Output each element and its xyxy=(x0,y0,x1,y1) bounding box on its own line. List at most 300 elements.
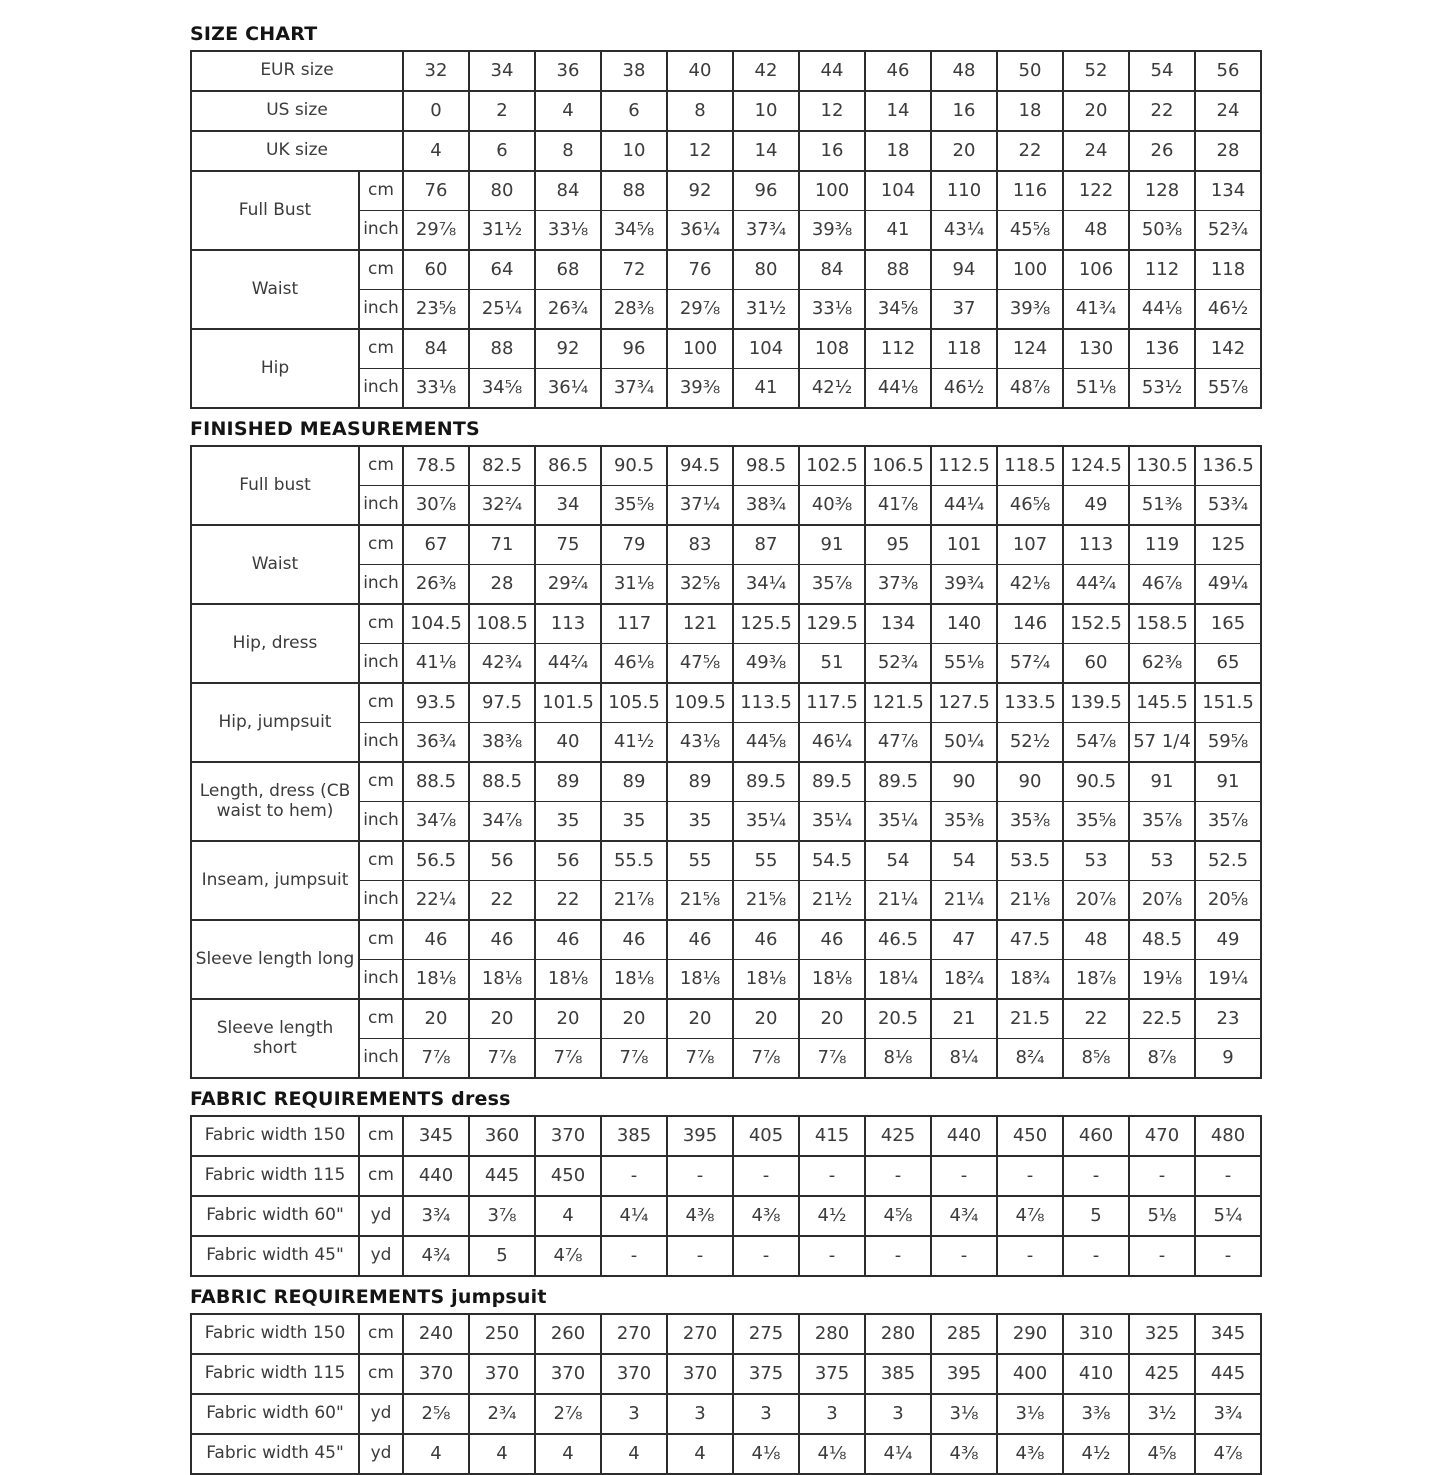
table-row xyxy=(191,1434,1261,1474)
value-cell: 395 xyxy=(667,1116,733,1156)
value-cell: 56.5 xyxy=(403,841,469,881)
value-cell: 400 xyxy=(997,1354,1063,1394)
value-cell: 88.5 xyxy=(403,762,469,802)
value-cell: 113 xyxy=(535,604,601,644)
value-cell: 19¼ xyxy=(1195,960,1261,1000)
value-cell: 48 xyxy=(1063,211,1129,251)
row-label: Fabric width 60" xyxy=(191,1394,359,1434)
value-cell: 79 xyxy=(601,525,667,565)
value-cell: 49¼ xyxy=(1195,565,1261,605)
table-row xyxy=(191,841,1261,881)
fabric-requirements-jumpsuit-table xyxy=(190,1313,1262,1475)
value-cell: 37 xyxy=(931,290,997,330)
value-cell: 100 xyxy=(997,250,1063,290)
value-cell: 52 xyxy=(1063,51,1129,91)
value-cell: 92 xyxy=(535,329,601,369)
value-cell: 165 xyxy=(1195,604,1261,644)
table-row xyxy=(191,51,1261,91)
value-cell: 44⅛ xyxy=(865,369,931,409)
value-cell: 48 xyxy=(931,51,997,91)
value-cell: 39⅜ xyxy=(667,369,733,409)
value-cell: 31½ xyxy=(733,290,799,330)
value-cell: 20 xyxy=(733,999,799,1039)
value-cell: 3½ xyxy=(1129,1394,1195,1434)
value-cell: 151.5 xyxy=(1195,683,1261,723)
value-cell: 5⅛ xyxy=(1129,1196,1195,1236)
value-cell: 52.5 xyxy=(1195,841,1261,881)
value-cell: 7⅞ xyxy=(403,1039,469,1079)
value-cell: 88 xyxy=(469,329,535,369)
value-cell: 51⅛ xyxy=(1063,369,1129,409)
unit-cell: cm xyxy=(359,920,403,960)
value-cell: 3 xyxy=(667,1394,733,1434)
value-cell: 4¼ xyxy=(601,1196,667,1236)
value-cell: 38¾ xyxy=(733,486,799,526)
row-label: Length, dress (CB waist to hem) xyxy=(191,762,359,841)
value-cell: 4⅜ xyxy=(931,1434,997,1474)
value-cell: 445 xyxy=(1195,1354,1261,1394)
value-cell: 9 xyxy=(1195,1039,1261,1079)
value-cell: 8⅝ xyxy=(1063,1039,1129,1079)
value-cell: 22.5 xyxy=(1129,999,1195,1039)
value-cell: 35⅜ xyxy=(997,802,1063,842)
value-cell: 20 xyxy=(799,999,865,1039)
value-cell: 39¾ xyxy=(931,565,997,605)
value-cell: 18⅛ xyxy=(733,960,799,1000)
value-cell: 450 xyxy=(535,1156,601,1196)
value-cell: - xyxy=(1063,1236,1129,1276)
value-cell: 5 xyxy=(1063,1196,1129,1236)
value-cell: 41⅛ xyxy=(403,644,469,684)
value-cell: 84 xyxy=(535,171,601,211)
value-cell: 86.5 xyxy=(535,446,601,486)
value-cell: 106.5 xyxy=(865,446,931,486)
value-cell: 89 xyxy=(535,762,601,802)
value-cell: 480 xyxy=(1195,1116,1261,1156)
value-cell: 98.5 xyxy=(733,446,799,486)
unit-cell: yd xyxy=(359,1434,403,1474)
value-cell: 3 xyxy=(865,1394,931,1434)
value-cell: 91 xyxy=(1195,762,1261,802)
value-cell: 3⅜ xyxy=(1063,1394,1129,1434)
value-cell: 54 xyxy=(931,841,997,881)
value-cell: 18 xyxy=(865,131,931,171)
value-cell: 118.5 xyxy=(997,446,1063,486)
value-cell: 10 xyxy=(733,91,799,131)
value-cell: 106 xyxy=(1063,250,1129,290)
value-cell: 42 xyxy=(733,51,799,91)
value-cell: 41¾ xyxy=(1063,290,1129,330)
value-cell: 62⅜ xyxy=(1129,644,1195,684)
value-cell: 40 xyxy=(535,723,601,763)
value-cell: 3¾ xyxy=(403,1196,469,1236)
value-cell: 26¾ xyxy=(535,290,601,330)
value-cell: 18 xyxy=(997,91,1063,131)
value-cell: 36¼ xyxy=(535,369,601,409)
row-label: Fabric width 60" xyxy=(191,1196,359,1236)
value-cell: 34⅞ xyxy=(469,802,535,842)
unit-cell: inch xyxy=(359,644,403,684)
value-cell: 16 xyxy=(799,131,865,171)
value-cell: 59⅝ xyxy=(1195,723,1261,763)
value-cell: 4 xyxy=(403,131,469,171)
value-cell: - xyxy=(733,1156,799,1196)
value-cell: 20 xyxy=(403,999,469,1039)
value-cell: 370 xyxy=(469,1354,535,1394)
table-row xyxy=(191,446,1261,486)
value-cell: 36¾ xyxy=(403,723,469,763)
value-cell: 37¾ xyxy=(733,211,799,251)
row-label: Fabric width 150 xyxy=(191,1116,359,1156)
value-cell: 370 xyxy=(535,1116,601,1156)
value-cell: 240 xyxy=(403,1314,469,1354)
value-cell: 410 xyxy=(1063,1354,1129,1394)
unit-cell: inch xyxy=(359,960,403,1000)
value-cell: 19⅛ xyxy=(1129,960,1195,1000)
row-label: Waist xyxy=(191,250,359,329)
table-row xyxy=(191,1236,1261,1276)
value-cell: 25¼ xyxy=(469,290,535,330)
value-cell: 46½ xyxy=(931,369,997,409)
unit-cell: inch xyxy=(359,290,403,330)
value-cell: 47.5 xyxy=(997,920,1063,960)
value-cell: 89 xyxy=(601,762,667,802)
value-cell: 76 xyxy=(403,171,469,211)
value-cell: 46⅞ xyxy=(1129,565,1195,605)
value-cell: 3⅛ xyxy=(997,1394,1063,1434)
value-cell: 57²⁄₄ xyxy=(997,644,1063,684)
value-cell: 32²⁄₄ xyxy=(469,486,535,526)
value-cell: 158.5 xyxy=(1129,604,1195,644)
value-cell: 35⅞ xyxy=(1195,802,1261,842)
value-cell: 20⅞ xyxy=(1129,881,1195,921)
value-cell: 8 xyxy=(667,91,733,131)
value-cell: 36 xyxy=(535,51,601,91)
value-cell: 2 xyxy=(469,91,535,131)
value-cell: 53.5 xyxy=(997,841,1063,881)
value-cell: 80 xyxy=(733,250,799,290)
row-label: Hip, jumpsuit xyxy=(191,683,359,762)
value-cell: 2⅞ xyxy=(535,1394,601,1434)
row-label: Inseam, jumpsuit xyxy=(191,841,359,920)
value-cell: 129.5 xyxy=(799,604,865,644)
value-cell: 97.5 xyxy=(469,683,535,723)
value-cell: 35 xyxy=(535,802,601,842)
value-cell: 10 xyxy=(601,131,667,171)
value-cell: 107 xyxy=(997,525,1063,565)
value-cell: 72 xyxy=(601,250,667,290)
value-cell: 104.5 xyxy=(403,604,469,644)
value-cell: 34⅝ xyxy=(469,369,535,409)
value-cell: 4 xyxy=(469,1434,535,1474)
value-cell: 38 xyxy=(601,51,667,91)
value-cell: 4¾ xyxy=(931,1196,997,1236)
value-cell: 108.5 xyxy=(469,604,535,644)
value-cell: 5¼ xyxy=(1195,1196,1261,1236)
value-cell: 370 xyxy=(403,1354,469,1394)
value-cell: 30⅞ xyxy=(403,486,469,526)
value-cell: 260 xyxy=(535,1314,601,1354)
value-cell: 18⅛ xyxy=(667,960,733,1000)
value-cell: 285 xyxy=(931,1314,997,1354)
value-cell: 35¼ xyxy=(865,802,931,842)
value-cell: 37⅜ xyxy=(865,565,931,605)
value-cell: 440 xyxy=(403,1156,469,1196)
value-cell: 370 xyxy=(601,1354,667,1394)
value-cell: 134 xyxy=(1195,171,1261,211)
value-cell: 28⅜ xyxy=(601,290,667,330)
value-cell: 34 xyxy=(535,486,601,526)
table-row xyxy=(191,920,1261,960)
table-row xyxy=(191,1116,1261,1156)
value-cell: 40⅜ xyxy=(799,486,865,526)
value-cell: 55.5 xyxy=(601,841,667,881)
value-cell: 108 xyxy=(799,329,865,369)
value-cell: 8⅞ xyxy=(1129,1039,1195,1079)
value-cell: 385 xyxy=(601,1116,667,1156)
value-cell: 29⅞ xyxy=(403,211,469,251)
value-cell: 76 xyxy=(667,250,733,290)
value-cell: 44⅛ xyxy=(1129,290,1195,330)
value-cell: 112.5 xyxy=(931,446,997,486)
value-cell: 4⅞ xyxy=(535,1236,601,1276)
value-cell: 35¼ xyxy=(733,802,799,842)
value-cell: 14 xyxy=(733,131,799,171)
value-cell: - xyxy=(601,1236,667,1276)
row-label: UK size xyxy=(191,131,403,171)
value-cell: - xyxy=(1129,1156,1195,1196)
value-cell: 41⅞ xyxy=(865,486,931,526)
value-cell: 450 xyxy=(997,1116,1063,1156)
unit-cell: inch xyxy=(359,1039,403,1079)
value-cell: 46⅛ xyxy=(601,644,667,684)
value-cell: 48.5 xyxy=(1129,920,1195,960)
value-cell: 46⅝ xyxy=(997,486,1063,526)
value-cell: 0 xyxy=(403,91,469,131)
unit-cell: cm xyxy=(359,171,403,211)
value-cell: 345 xyxy=(403,1116,469,1156)
value-cell: 130 xyxy=(1063,329,1129,369)
value-cell: 44 xyxy=(799,51,865,91)
row-label: Hip, dress xyxy=(191,604,359,683)
value-cell: 28 xyxy=(1195,131,1261,171)
section-title-size-chart: SIZE CHART xyxy=(190,23,318,45)
value-cell: 370 xyxy=(535,1354,601,1394)
value-cell: 32⅝ xyxy=(667,565,733,605)
unit-cell: cm xyxy=(359,329,403,369)
value-cell: 46¼ xyxy=(799,723,865,763)
value-cell: 18⅛ xyxy=(469,960,535,1000)
value-cell: 146 xyxy=(997,604,1063,644)
unit-cell: inch xyxy=(359,369,403,409)
value-cell: 64 xyxy=(469,250,535,290)
value-cell: 60 xyxy=(1063,644,1129,684)
value-cell: 6 xyxy=(469,131,535,171)
value-cell: 112 xyxy=(1129,250,1195,290)
value-cell: 35⅞ xyxy=(1129,802,1195,842)
value-cell: 130.5 xyxy=(1129,446,1195,486)
value-cell: 445 xyxy=(469,1156,535,1196)
value-cell: 270 xyxy=(667,1314,733,1354)
value-cell: 20 xyxy=(931,131,997,171)
value-cell: 90 xyxy=(931,762,997,802)
value-cell: 35⅞ xyxy=(799,565,865,605)
value-cell: - xyxy=(1063,1156,1129,1196)
value-cell: 5 xyxy=(469,1236,535,1276)
value-cell: 43¼ xyxy=(931,211,997,251)
value-cell: 22 xyxy=(1063,999,1129,1039)
value-cell: 46 xyxy=(733,920,799,960)
value-cell: 20 xyxy=(1063,91,1129,131)
value-cell: 22 xyxy=(469,881,535,921)
value-cell: 275 xyxy=(733,1314,799,1354)
value-cell: 21¼ xyxy=(931,881,997,921)
value-cell: 42½ xyxy=(799,369,865,409)
value-cell: 116 xyxy=(997,171,1063,211)
value-cell: 101 xyxy=(931,525,997,565)
value-cell: 12 xyxy=(799,91,865,131)
value-cell: 110 xyxy=(931,171,997,211)
value-cell: 46 xyxy=(799,920,865,960)
value-cell: 46½ xyxy=(1195,290,1261,330)
value-cell: - xyxy=(1195,1156,1261,1196)
value-cell: 41 xyxy=(865,211,931,251)
value-cell: 18⅛ xyxy=(403,960,469,1000)
unit-cell: inch xyxy=(359,802,403,842)
value-cell: 46 xyxy=(667,920,733,960)
unit-cell: cm xyxy=(359,525,403,565)
value-cell: 23⅝ xyxy=(403,290,469,330)
value-cell: 92 xyxy=(667,171,733,211)
value-cell: 48 xyxy=(1063,920,1129,960)
value-cell: 280 xyxy=(799,1314,865,1354)
value-cell: 89.5 xyxy=(865,762,931,802)
value-cell: 375 xyxy=(799,1354,865,1394)
value-cell: 20 xyxy=(469,999,535,1039)
value-cell: 425 xyxy=(865,1116,931,1156)
value-cell: 3 xyxy=(733,1394,799,1434)
value-cell: 7⅞ xyxy=(733,1039,799,1079)
value-cell: 100 xyxy=(799,171,865,211)
value-cell: 91 xyxy=(1129,762,1195,802)
value-cell: 20 xyxy=(535,999,601,1039)
value-cell: 44⅝ xyxy=(733,723,799,763)
value-cell: 21⅞ xyxy=(601,881,667,921)
value-cell: 104 xyxy=(865,171,931,211)
value-cell: - xyxy=(997,1236,1063,1276)
value-cell: 54 xyxy=(865,841,931,881)
row-label: Fabric width 115 xyxy=(191,1354,359,1394)
table-row xyxy=(191,1354,1261,1394)
value-cell: 21¼ xyxy=(865,881,931,921)
value-cell: 44²⁄₄ xyxy=(1063,565,1129,605)
value-cell: 4⅞ xyxy=(997,1196,1063,1236)
value-cell: 139.5 xyxy=(1063,683,1129,723)
table-row xyxy=(191,762,1261,802)
row-label: EUR size xyxy=(191,51,403,91)
value-cell: 33⅛ xyxy=(403,369,469,409)
unit-cell: cm xyxy=(359,1354,403,1394)
value-cell: 4 xyxy=(535,1434,601,1474)
finished-measurements-table xyxy=(190,445,1262,1079)
value-cell: 29²⁄₄ xyxy=(535,565,601,605)
value-cell: 7⅞ xyxy=(469,1039,535,1079)
value-cell: 18⅛ xyxy=(601,960,667,1000)
value-cell: 51⅜ xyxy=(1129,486,1195,526)
table-row xyxy=(191,1196,1261,1236)
value-cell: - xyxy=(1195,1236,1261,1276)
value-cell: 134 xyxy=(865,604,931,644)
row-label: Fabric width 115 xyxy=(191,1156,359,1196)
value-cell: 113 xyxy=(1063,525,1129,565)
value-cell: 122 xyxy=(1063,171,1129,211)
value-cell: 109.5 xyxy=(667,683,733,723)
value-cell: 47⅝ xyxy=(667,644,733,684)
value-cell: 3 xyxy=(799,1394,865,1434)
value-cell: 142 xyxy=(1195,329,1261,369)
table-row xyxy=(191,171,1261,211)
value-cell: 136.5 xyxy=(1195,446,1261,486)
value-cell: 117.5 xyxy=(799,683,865,723)
value-cell: 39⅜ xyxy=(799,211,865,251)
value-cell: 7⅞ xyxy=(601,1039,667,1079)
value-cell: 56 xyxy=(469,841,535,881)
value-cell: 18¾ xyxy=(997,960,1063,1000)
value-cell: 117 xyxy=(601,604,667,644)
value-cell: 280 xyxy=(865,1314,931,1354)
value-cell: 94 xyxy=(931,250,997,290)
value-cell: 125 xyxy=(1195,525,1261,565)
value-cell: 270 xyxy=(601,1314,667,1354)
value-cell: 23 xyxy=(1195,999,1261,1039)
value-cell: 90.5 xyxy=(601,446,667,486)
fabric-requirements-dress-table xyxy=(190,1115,1262,1277)
value-cell: 145.5 xyxy=(1129,683,1195,723)
value-cell: 50¼ xyxy=(931,723,997,763)
value-cell: 53½ xyxy=(1129,369,1195,409)
value-cell: 8¼ xyxy=(931,1039,997,1079)
value-cell: 91 xyxy=(799,525,865,565)
value-cell: 32 xyxy=(403,51,469,91)
unit-cell: cm xyxy=(359,1116,403,1156)
value-cell: 34⅝ xyxy=(601,211,667,251)
value-cell: - xyxy=(931,1156,997,1196)
value-cell: 46 xyxy=(865,51,931,91)
value-cell: 67 xyxy=(403,525,469,565)
value-cell: 3⅞ xyxy=(469,1196,535,1236)
value-cell: 395 xyxy=(931,1354,997,1394)
unit-cell: yd xyxy=(359,1394,403,1434)
value-cell: 102.5 xyxy=(799,446,865,486)
value-cell: 4⅛ xyxy=(799,1434,865,1474)
value-cell: 4⅜ xyxy=(733,1196,799,1236)
value-cell: 44¼ xyxy=(931,486,997,526)
value-cell: 4 xyxy=(601,1434,667,1474)
value-cell: 57 1/4 xyxy=(1129,723,1195,763)
value-cell: 83 xyxy=(667,525,733,565)
value-cell: - xyxy=(667,1236,733,1276)
value-cell: 3 xyxy=(601,1394,667,1434)
value-cell: 50 xyxy=(997,51,1063,91)
value-cell: 18⅛ xyxy=(535,960,601,1000)
value-cell: 55 xyxy=(733,841,799,881)
value-cell: 88.5 xyxy=(469,762,535,802)
value-cell: 29⅞ xyxy=(667,290,733,330)
row-label: Hip xyxy=(191,329,359,408)
value-cell: 18⅛ xyxy=(799,960,865,1000)
value-cell: 8²⁄₄ xyxy=(997,1039,1063,1079)
value-cell: 46 xyxy=(535,920,601,960)
